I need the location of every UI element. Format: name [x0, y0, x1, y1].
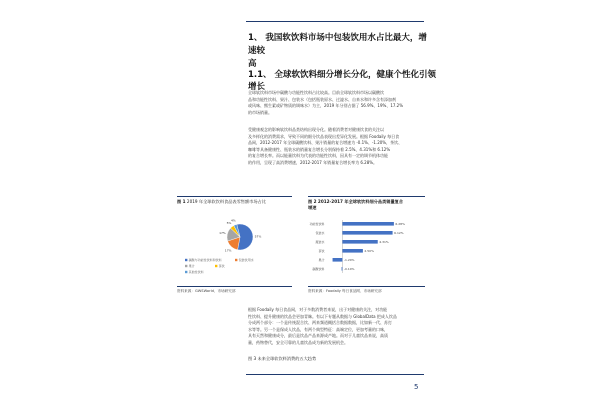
para3-line: 性饮料、提升健康的饮品会更加青睐。有以下专题从数据与 GlobalData 把成人饮品: [248, 313, 397, 319]
bar-data-label: -0.10%: [343, 267, 355, 272]
bar-category-label: 包装水: [315, 231, 325, 236]
para1-line: 或风味、熊生素或矿物质的调味水）为主，2019 年分别占据了 56.9%、19%、17.2%: [248, 103, 404, 109]
para2-line: 的复合增长率。而以能量饮料为代表的功能性饮料，因具有一定的调节机体功能: [248, 153, 388, 159]
pie-legend-swatch: [235, 259, 237, 261]
bar-data-label: 4.31%: [379, 240, 389, 245]
bar-mark: [342, 222, 393, 226]
fig1-pie-chart: [177, 212, 295, 282]
bar-data-label: 2.50%: [364, 249, 374, 254]
fig1-caption-label: 图 1: [177, 199, 186, 204]
bar-data-label: 6.28%: [395, 222, 405, 227]
para2-line: 品网，2012-2017 年全球碳酸饮料、果汁销量的复合增速为 -0.1%、-1.20%，茶饮、: [248, 140, 403, 146]
pie-legend-label: 碳酸与功能性饮料和饮料: [188, 258, 222, 262]
heading1-line-b: 高: [248, 59, 257, 69]
bar-mark: [342, 240, 377, 244]
pie-legend-swatch: [185, 265, 187, 267]
para2-line: 及多样化的消费需求，导致不同的细分饮品表现出差异化发展。根据 Foodaily 每日食: [248, 133, 400, 139]
section-heading-1: [248, 32, 428, 71]
bar-category-label: 果汁: [318, 258, 325, 263]
pie-data-label: 17%: [224, 248, 232, 253]
top-rule: [246, 21, 424, 22]
fig2-caption: [308, 199, 426, 211]
bar-mark: [333, 258, 343, 262]
fig2-caption-text-a: 2012-2017 年全球软饮料细分品类销量复合: [317, 199, 404, 204]
pie-legend-label: 其他性饮料: [188, 270, 204, 274]
paragraph-1: [248, 90, 423, 116]
pie-legend-swatch: [215, 265, 217, 267]
bar-data-label: -1.20%: [343, 258, 355, 263]
fig2-caption-text-b: 增速: [308, 205, 317, 210]
fig1-caption-text: 2019 年全球软饮料食品表零售额市场占比: [186, 199, 266, 204]
para1-line: 品和功能性饮料、果汁、包装水（包括瓶装原水、过滤水、自来水和许多含有添加剂: [248, 96, 396, 102]
bar-mark: [342, 231, 392, 235]
fig1-bottom-rule: [177, 286, 292, 287]
fig2-top-rule: [308, 196, 425, 197]
fig2-caption-label: 图 2: [308, 199, 317, 204]
bar-category-label: 茶饮: [318, 249, 325, 254]
paragraph-3: [248, 307, 423, 347]
fig2-source: 资料来源：Foodaily 每日食品网、市场研究部: [308, 289, 382, 293]
pie-data-label: 5%: [226, 220, 232, 225]
para3-line: 具有天然和健康成分，最后是饮品产品来源成产地。而对于儿童饮品来说，高质: [248, 333, 388, 339]
heading1-line-a: 1、 我国软饮料市场中包装饮用水占比最大，增速较: [248, 33, 427, 56]
para3-line: 根据 Foodaily 每日食品网，对于多数消费者来说，出于对健康的关注，对功能: [248, 307, 388, 312]
para1-line: 全球软饮料市场中碳酸与功能性饮料占比较高。目前全球软饮料市场以碳酸饮: [248, 90, 384, 95]
bottom-rule: [246, 374, 424, 375]
pie-data-label: 4%: [231, 218, 236, 223]
pie-data-label: 57%: [254, 234, 262, 239]
para2-line: 的作用，呈现了高消费增速，2012-2017 年销量复合增长率为 6.28%。: [248, 159, 378, 165]
fig2-bottom-rule: [308, 286, 425, 287]
para1-line: 的市场销量。: [248, 109, 272, 115]
bar-category-label: 瓶装水: [315, 240, 325, 245]
pie-legend-swatch: [185, 259, 187, 261]
para3-line: 水等等。另一个是保成人饮品，有两个典型特征：高端定位，更加考量的口味，: [248, 326, 388, 332]
bar-category-label: 功能性饮料: [309, 222, 325, 227]
pie-data-label: 17%: [219, 231, 226, 236]
paragraph-2: [248, 127, 423, 167]
bar-mark: [342, 249, 363, 253]
para3-line: 分成两个部分：一个是传统混合饮、两来频道概括合数据数据，比如新一代、苏打: [248, 320, 392, 326]
para2-line: 受健康观念的影响软饮料品类结构出现分化。随着消费者对健康饮食的关注以: [248, 127, 384, 132]
para2-line: 咖啡等具备健康性、瓶装水的销量复合增长分别保持着 2.5%、4.31%和 6.12%: [248, 146, 391, 152]
fig1-caption: [177, 199, 295, 205]
pie-legend-swatch: [185, 271, 187, 273]
bar-data-label: 6.12%: [394, 231, 404, 236]
page-number: 5: [414, 383, 419, 391]
fig1-top-rule: [177, 196, 292, 197]
fig1-source: 资料来源：GWSWorld、市场研究部: [177, 289, 236, 293]
para3-line: 量，药物替代，安全可靠的儿童饮品成为新的发展机会。: [248, 339, 348, 345]
pie-legend-label: 茶饮: [218, 264, 225, 268]
pie-legend-label: 果汁: [188, 264, 195, 268]
pie-legend-label: 包装饮用水: [238, 258, 254, 262]
bar-category-label: 碳酸饮料: [312, 267, 325, 272]
bar-mark: [342, 267, 343, 271]
fig2-bar-chart: [308, 216, 425, 284]
fig3-caption: 图 3 未来全球软饮料消费的五大趋势: [248, 356, 317, 361]
section-heading-1-1: 1.1、 全球软饮料细分增长分化，健康个性化引领增长: [248, 70, 437, 92]
